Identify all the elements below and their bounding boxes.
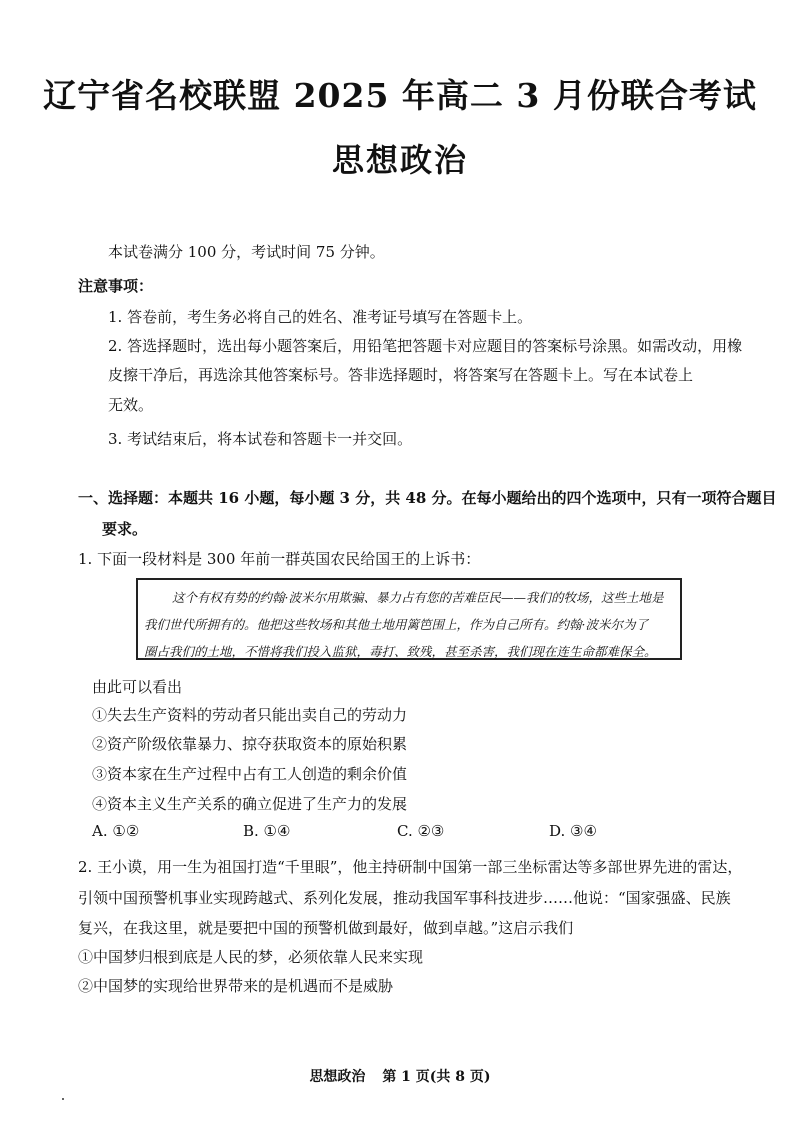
notice-item: 2. 答选择题时，选出每小题答案后，用铅笔把答题卡对应题目的答案标号涂黑。如需改动，用橡 <box>108 337 743 355</box>
exam-title: 辽宁省名校联盟 2025 年高二 3 月份联合考试 <box>43 76 757 115</box>
material-line: 我们世代所拥有的。他把这些牧场和其他土地用篱笆围上，作为自己所有。约翰·波米尔为了 <box>144 617 648 632</box>
question-1-lead: 由此可以看出 <box>92 678 183 696</box>
option-b: B. ①④ <box>243 822 291 840</box>
notice-item: 皮擦干净后，再选涂其他答案标号。答非选择题时，将答案写在答题卡上。写在本试卷上 <box>108 366 694 384</box>
footer-page-number: 第 1 页(共 8 页) <box>382 1069 491 1085</box>
question-2-stem: 引领中国预警机事业实现跨越式、系列化发展，推动我国军事科技进步……他说：“国家强盛、民族 <box>78 889 731 907</box>
statement: ①失去生产资料的劳动者只能出卖自己的劳动力 <box>92 706 408 724</box>
material-line: 圈占我们的土地，不惜将我们投入监狱，毒打、致残，甚至杀害，我们现在连生命都难保全。 <box>144 644 657 659</box>
scan-dot <box>62 1098 64 1100</box>
footer-subject: 思想政治 <box>309 1069 366 1085</box>
section-heading-cont: 要求。 <box>102 520 148 538</box>
statement: ①中国梦归根到底是人民的梦，必须依靠人民来实现 <box>78 948 424 966</box>
statement: ②中国梦的实现给世界带来的是机遇而不是威胁 <box>78 977 394 995</box>
notice-heading: 注意事项： <box>78 277 154 295</box>
section-heading: 一、选择题：本题共 16 小题，每小题 3 分，共 48 分。在每小题给出的四个选项中，只有一项符合题目 <box>78 489 777 507</box>
page-footer <box>0 1066 800 1086</box>
intro-text: 本试卷满分 100 分，考试时间 75 分钟。 <box>108 243 385 261</box>
statement: ③资本家在生产过程中占有工人创造的剩余价值 <box>92 765 408 783</box>
question-2-stem: 复兴，在我这里，就是要把中国的预警机做到最好，做到卓越。”这启示我们 <box>78 919 574 937</box>
question-1-material <box>136 578 682 660</box>
notice-item: 3. 考试结束后，将本试卷和答题卡一并交回。 <box>108 430 413 448</box>
option-c: C. ②③ <box>397 822 445 840</box>
exam-subject: 思想政治 <box>331 141 468 179</box>
question-1-stem: 1. 下面一段材料是 300 年前一群英国农民给国王的上诉书： <box>78 550 481 568</box>
material-line: 这个有权有势的约翰·波米尔用欺骗、暴力占有您的苦难臣民——我们的牧场，这些土地是 <box>172 590 664 605</box>
option-d: D. ③④ <box>549 822 597 840</box>
option-a: A. ①② <box>92 822 140 840</box>
question-2-stem: 2. 王小谟，用一生为祖国打造“千里眼”，他主持研制中国第一部三坐标雷达等多部世界先进的雷达， <box>78 858 743 876</box>
statement: ②资产阶级依靠暴力、掠夺获取资本的原始积累 <box>92 735 408 753</box>
statement: ④资本主义生产关系的确立促进了生产力的发展 <box>92 795 408 813</box>
notice-item: 1. 答卷前，考生务必将自己的姓名、准考证号填写在答题卡上。 <box>108 308 533 326</box>
notice-item: 无效。 <box>108 396 154 414</box>
